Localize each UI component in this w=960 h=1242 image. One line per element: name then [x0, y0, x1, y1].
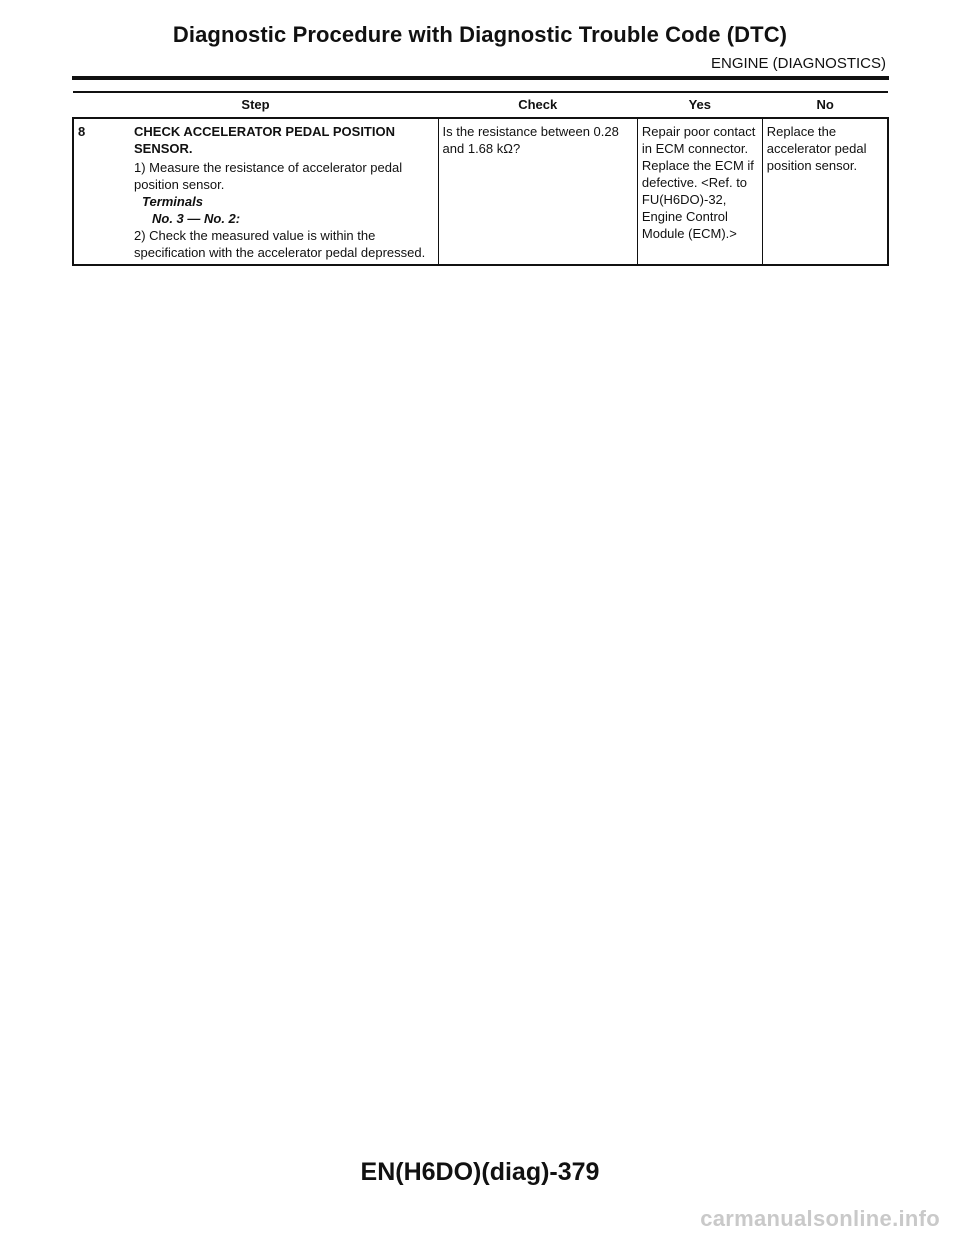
- diagnostic-table: [72, 91, 889, 266]
- page-title: Diagnostic Procedure with Diagnostic Trouble Code (DTC): [172, 22, 788, 47]
- terminals-value: No. 3 — No. 2:: [152, 211, 241, 226]
- table-row: [73, 118, 888, 265]
- step-cell: [73, 118, 438, 265]
- no-cell: Replace the accelerator pedal position sensor.: [762, 118, 888, 265]
- check-cell: Is the resistance between 0.28 and 1.68 kΩ?: [438, 118, 637, 265]
- header-rule: [72, 76, 889, 80]
- yes-cell: Repair poor contact in ECM connector. Replace the ECM if defective. <Ref. to FU(H6DO)-32, Engine Control Module (ECM).>: [637, 118, 762, 265]
- column-header-no: No: [762, 92, 888, 118]
- column-header-step: Step: [73, 92, 438, 118]
- step-instruction-2: 2) Check the measured value is within the specification with the accelerator pedal depressed.: [134, 228, 426, 260]
- column-header-yes: Yes: [637, 92, 762, 118]
- terminals-label: Terminals: [142, 194, 203, 209]
- step-title: CHECK ACCELERATOR PEDAL POSITION SENSOR.: [134, 124, 395, 156]
- watermark: carmanualsonline.info: [700, 1206, 940, 1231]
- section-label: ENGINE (DIAGNOSTICS): [710, 55, 886, 72]
- step-number: 8: [78, 124, 86, 139]
- column-header-check: Check: [438, 92, 637, 118]
- table-header-row: [73, 92, 888, 118]
- page-number: EN(H6DO)(diag)-379: [360, 1158, 600, 1186]
- step-instruction-1: 1) Measure the resistance of accelerator pedal position sensor.: [134, 160, 403, 192]
